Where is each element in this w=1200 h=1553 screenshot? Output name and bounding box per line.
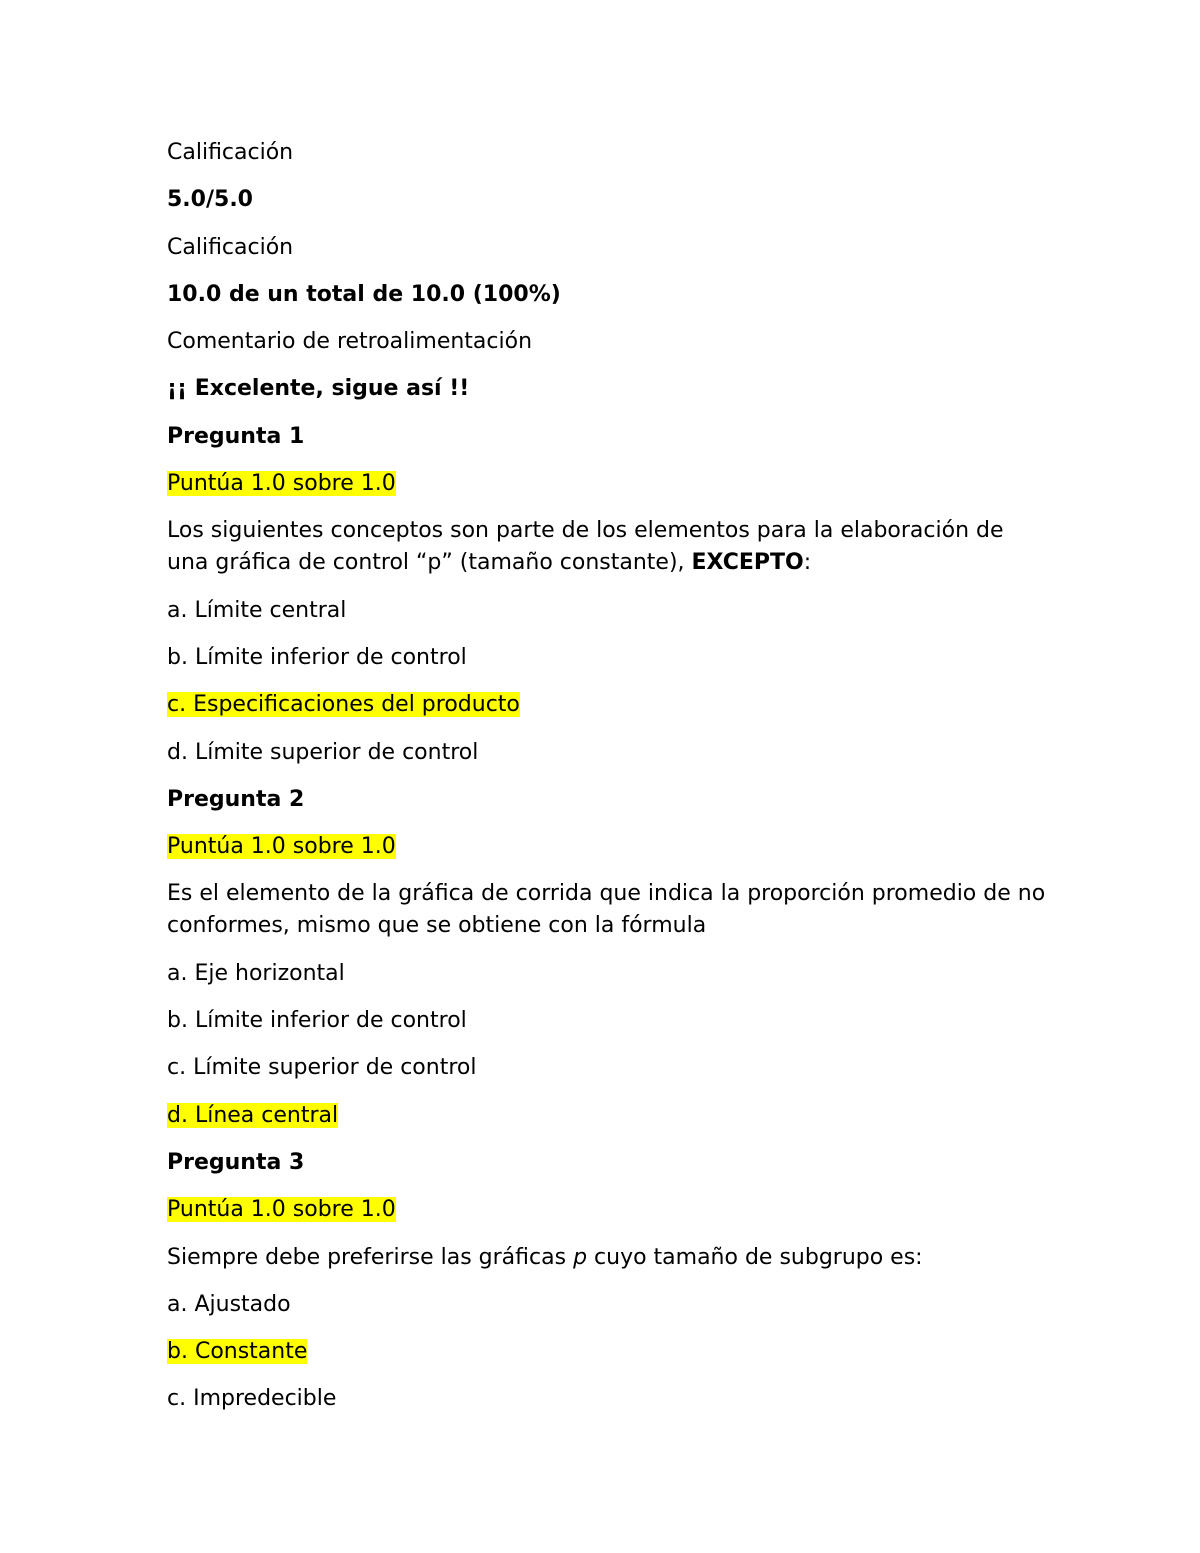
question-2-option-b: b. Límite inferior de control	[167, 1008, 467, 1034]
question-1-text: Los siguientes conceptos son parte de los elementos para la elaboración de una gráfica de control “p” (tamaño constante), EXCEPTO:	[167, 518, 1004, 576]
question-1-option-d: d. Límite superior de control	[167, 739, 479, 765]
question-3-title: Pregunta 3	[167, 1149, 305, 1175]
question-1-option-a: a. Límite central	[167, 597, 347, 623]
feedback-label: Comentario de retroalimentación	[167, 329, 533, 355]
question-1-title: Pregunta 1	[167, 423, 305, 449]
feedback-text: ¡¡ Excelente, sigue así !!	[167, 376, 470, 402]
question-3-text: Siempre debe preferirse las gráficas p cuyo tamaño de subgrupo es:	[167, 1244, 923, 1270]
question-2-option-c: c. Límite superior de control	[167, 1055, 477, 1081]
question-1-score: Puntúa 1.0 sobre 1.0	[167, 471, 396, 497]
question-1-option-b: b. Límite inferior de control	[167, 644, 467, 670]
question-2-score: Puntúa 1.0 sobre 1.0	[167, 834, 396, 860]
question-3-option-c: c. Impredecible	[167, 1386, 337, 1412]
question-2-option-a: a. Eje horizontal	[167, 960, 345, 986]
document-content	[167, 137, 1047, 1431]
question-1-option-c-correct: c. Especificaciones del producto	[167, 692, 520, 718]
question-3-option-b-correct: b. Constante	[167, 1339, 308, 1365]
question-2-text: Es el elemento de la gráfica de corrida que indica la proporción promedio de no conformes, mismo que se obtiene con la fórmula	[167, 881, 1046, 939]
question-2-title: Pregunta 2	[167, 786, 305, 812]
grade-label: Calificación	[167, 140, 294, 165]
grade-label: Calificación	[167, 234, 294, 260]
question-3-option-a: a. Ajustado	[167, 1291, 291, 1317]
grade-total-value: 10.0 de un total de 10.0 (100%)	[167, 281, 561, 307]
grade-value: 5.0/5.0	[167, 187, 253, 213]
question-2-option-d-correct: d. Línea central	[167, 1102, 339, 1128]
question-3-score: Puntúa 1.0 sobre 1.0	[167, 1197, 396, 1223]
